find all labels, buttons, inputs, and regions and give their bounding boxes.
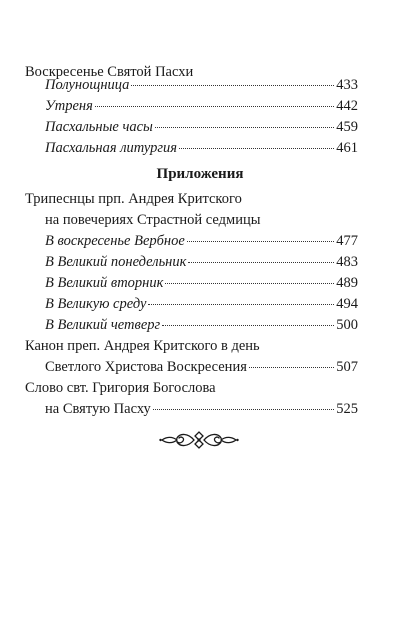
toc-entry[interactable] [45, 75, 358, 95]
toc-entry-label: В воскресенье Вербное [45, 233, 185, 249]
toc-entry-label: Полунощница [45, 77, 130, 93]
toc-entry-label: В Великую среду [45, 296, 147, 312]
toc-entry[interactable] [45, 231, 358, 251]
toc-entry-page: 494 [336, 296, 358, 312]
toc-entry-page: 483 [336, 254, 358, 270]
toc-entry[interactable] [45, 399, 358, 419]
toc-entry-label: Утреня [45, 98, 93, 114]
toc-entry-label: В Великий понедельник [45, 254, 187, 270]
dot-leader [155, 126, 334, 128]
toc-entry-page: 489 [336, 275, 358, 291]
toc-entry[interactable] [45, 96, 358, 116]
toc-entry-page: 500 [336, 317, 358, 333]
toc-entry[interactable] [45, 252, 358, 272]
toc-entry-page: 461 [336, 140, 358, 156]
toc-entry-page: 507 [336, 359, 358, 375]
toc-entry-label: Пасхальные часы [45, 119, 153, 135]
dot-leader [162, 324, 334, 326]
sermon-title-line1: Слово свт. Григория Богослова [25, 380, 216, 396]
toc-entry[interactable] [45, 138, 358, 158]
toc-entry-page: 433 [336, 77, 358, 93]
dot-leader [148, 303, 334, 305]
toc-entry-label: Светлого Христова Воскресения [45, 359, 247, 375]
toc-entry-label: Пасхальная литургия [45, 140, 178, 156]
toc-entry[interactable] [45, 357, 358, 377]
toc-entry-label: В Великий четверг [45, 317, 161, 333]
dot-leader [188, 261, 334, 263]
toc-entry-page: 459 [336, 119, 358, 135]
toc-entry-page: 525 [336, 401, 358, 417]
toc-entry[interactable] [45, 273, 358, 293]
canon-title-line1: Канон преп. Андрея Критского в день [25, 338, 260, 354]
dot-leader [131, 84, 334, 86]
dot-leader [187, 240, 334, 242]
toc-entry-label: на Святую Пасху [45, 401, 151, 417]
toc-entry-page: 477 [336, 233, 358, 249]
dot-leader [179, 147, 334, 149]
scroll-ornament-icon [158, 428, 240, 452]
dot-leader [95, 105, 334, 107]
toc-entry-label: В Великий вторник [45, 275, 164, 291]
toc-entry[interactable] [45, 117, 358, 137]
group-title-line1: Трипеснцы прп. Андрея Критского [25, 191, 242, 207]
appendix-heading: Приложения [156, 166, 244, 182]
toc-entry-page: 442 [336, 98, 358, 114]
group-title-line2: на повечериях Страстной седмицы [45, 212, 261, 228]
section-title: Воскресенье Святой Пасхи [25, 64, 194, 80]
toc-entry[interactable] [45, 315, 358, 335]
toc-entry[interactable] [45, 294, 358, 314]
dot-leader [249, 366, 334, 368]
dot-leader [165, 282, 334, 284]
dot-leader [153, 408, 334, 410]
